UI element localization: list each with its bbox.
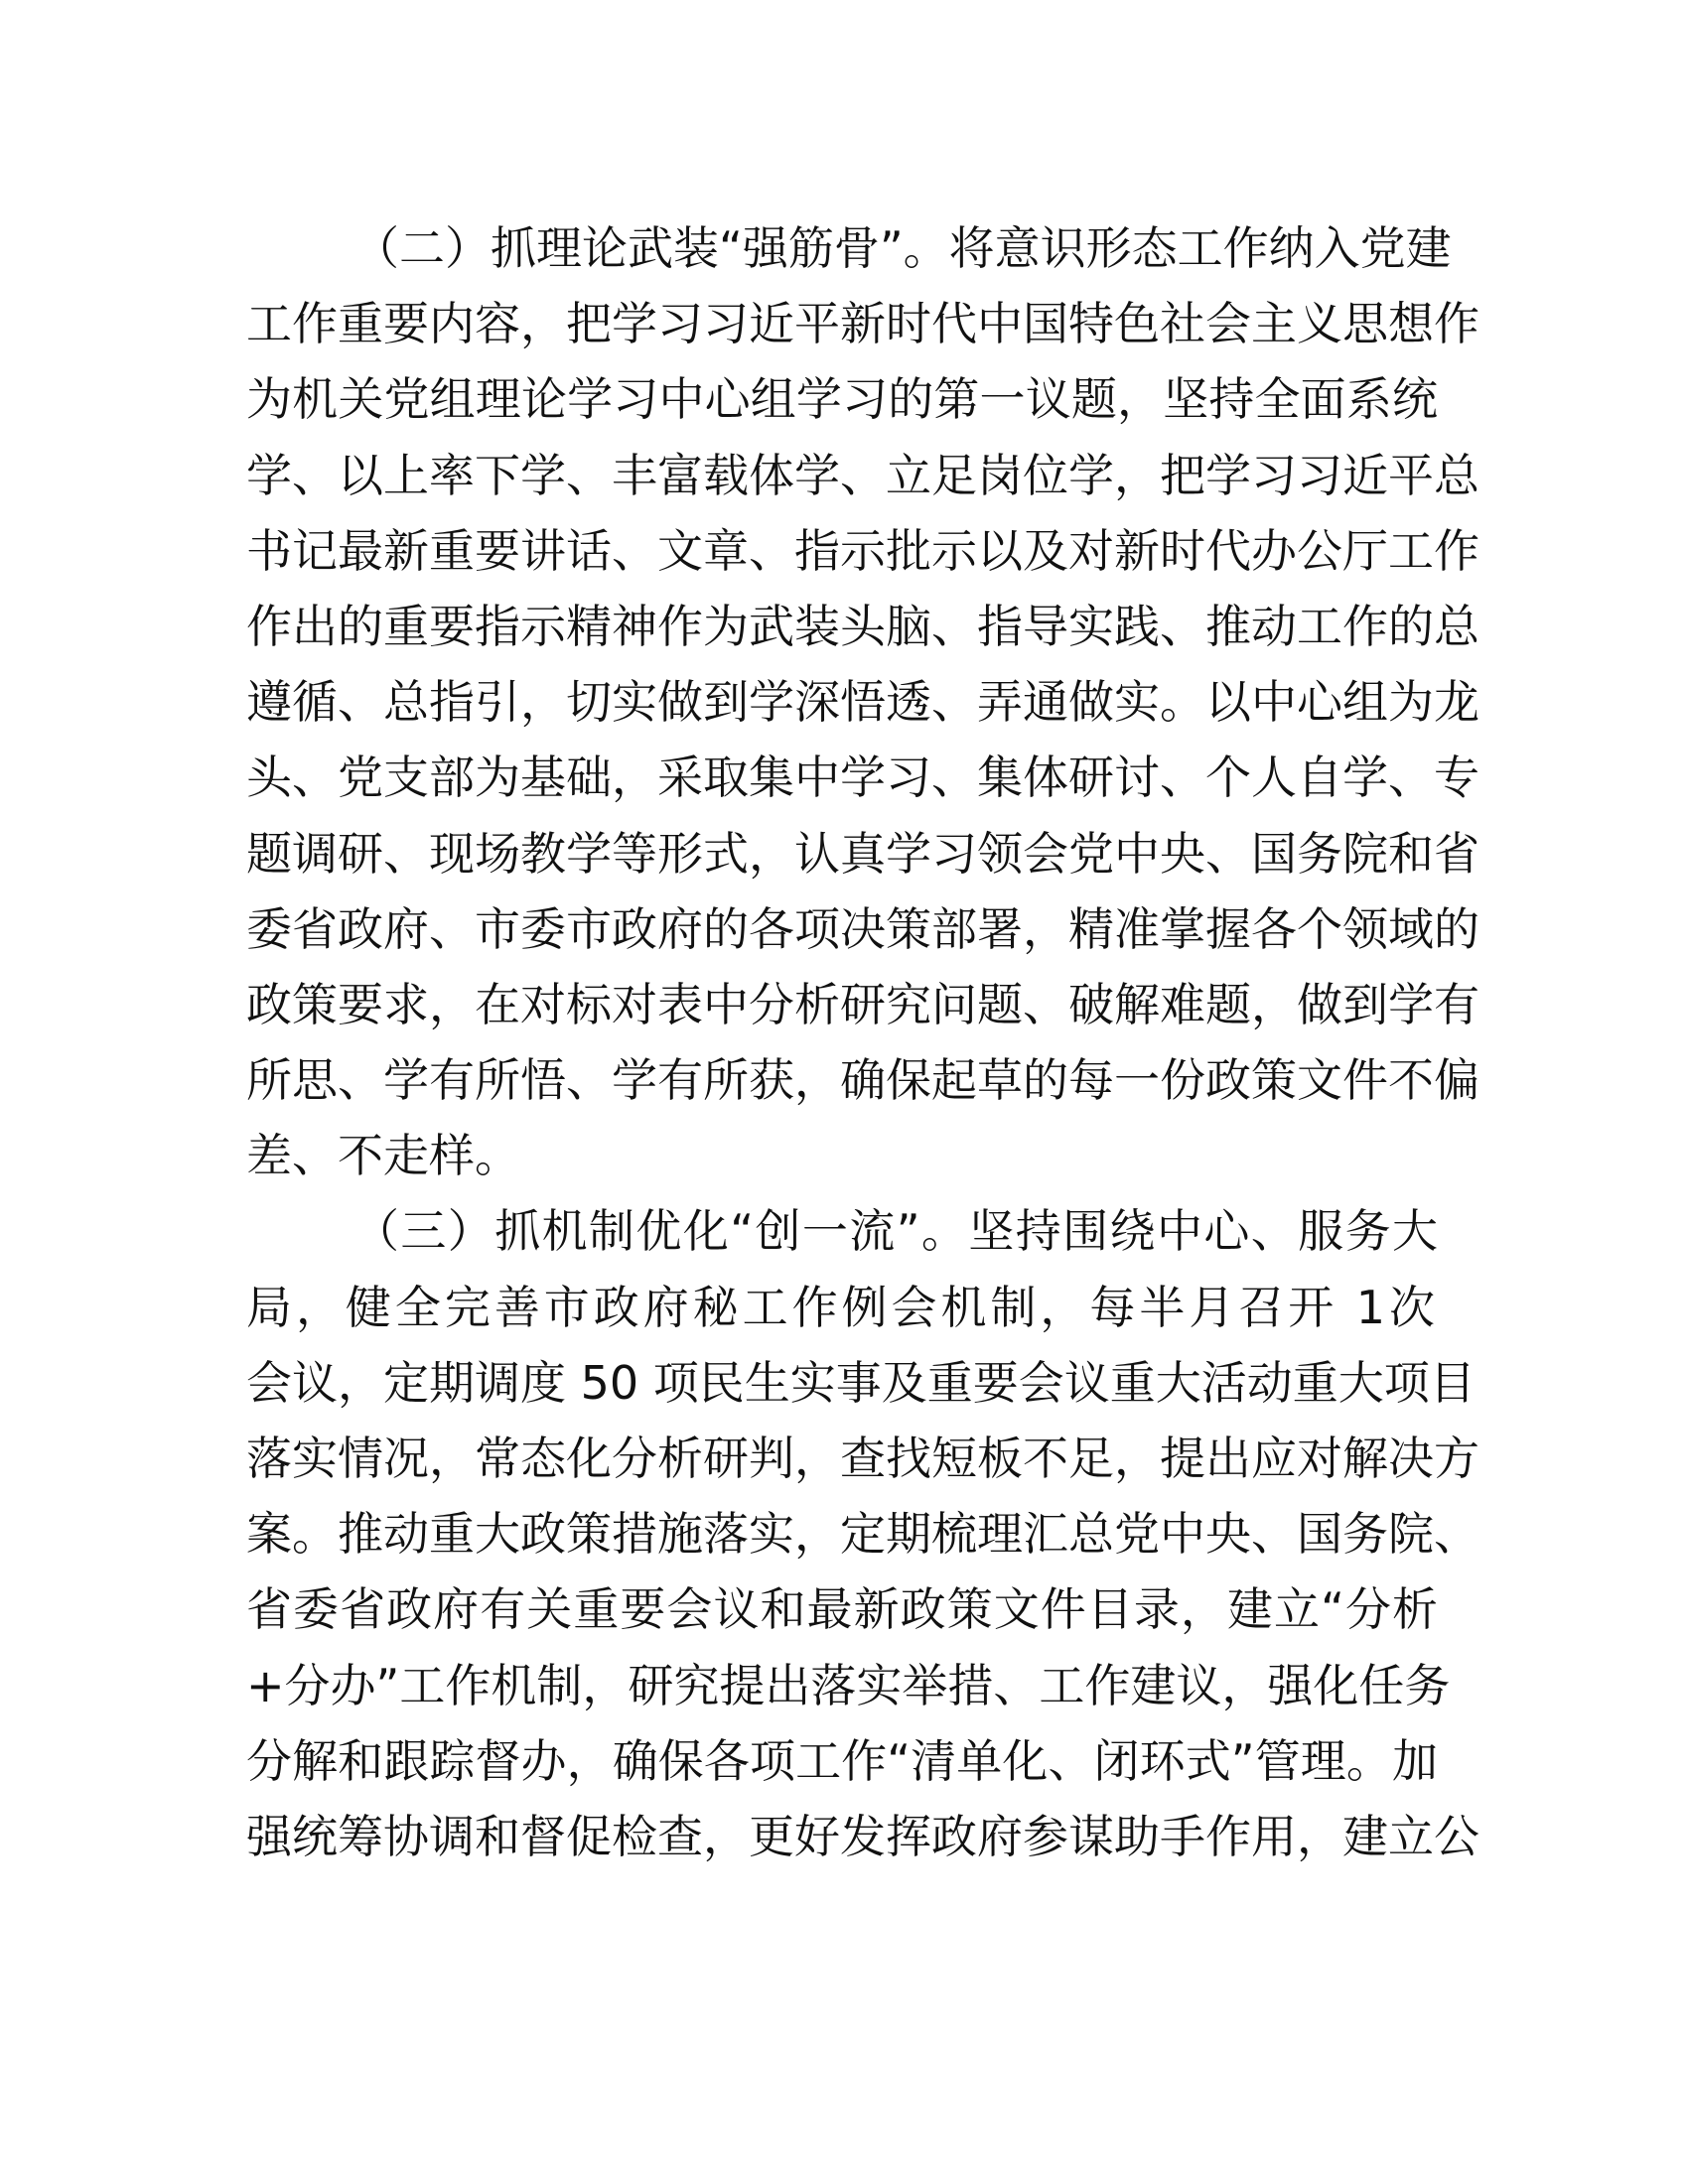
paragraph-line: 差、不走样。	[246, 1129, 520, 1183]
paragraph-line: （三）抓机制优化“创一流”。坚持围绕中心、服务大	[353, 1204, 1438, 1259]
paragraph-line: 强统筹协调和督促检查，更好发挥政府参谋助手作用，建立公	[246, 1809, 1479, 1863]
body-text	[246, 210, 1479, 1874]
paragraph-line: 遵循、总指引，切实做到学深悟透、弄通做实。以中心组为龙	[246, 675, 1479, 730]
paragraph-line: 省委省政府有关重要会议和最新政策文件目录，建立“分析	[246, 1582, 1438, 1637]
paragraph-line: 案。推动重大政策措施落实，定期梳理汇总党中央、国务院、	[246, 1507, 1479, 1562]
paragraph-line: 所思、学有所悟、学有所获，确保起草的每一份政策文件不偏	[246, 1053, 1479, 1108]
paragraph-line: 书记最新重要讲话、文章、指示批示以及对新时代办公厅工作	[246, 523, 1479, 578]
paragraph-line: （二）抓理论武装“强筋骨”。将意识形态工作纳入党建	[353, 221, 1452, 275]
paragraph-mechanism-optimization	[246, 1193, 1479, 1874]
paragraph-line: 政策要求，在对标对表中分析研究问题、破解难题，做到学有	[246, 977, 1479, 1031]
paragraph-line: 分解和跟踪督办，确保各项工作“清单化、闭环式”管理。加	[246, 1733, 1438, 1788]
paragraph-line: 学、以上率下学、丰富载体学、立足岗位学，把学习习近平总	[246, 448, 1479, 502]
paragraph-line: 会议，定期调度 50 项民生实事及重要会议重大活动重大项目	[246, 1355, 1476, 1410]
paragraph-line: 题调研、现场教学等形式，认真学习领会党中央、国务院和省	[246, 826, 1479, 881]
paragraph-line: 落实情况，常态化分析研判，查找短板不足，提出应对解决方	[246, 1432, 1479, 1485]
paragraph-line: 局，健全完善市政府秘工作例会机制，每半月召开 1次	[246, 1280, 1438, 1334]
paragraph-line: 为机关党组理论学习中心组学习的第一议题，坚持全面系统	[246, 372, 1438, 427]
paragraph-line: 委省政府、市委市政府的各项决策部署，精准掌握各个领域的	[246, 901, 1479, 956]
paragraph-line: 工作重要内容，把学习习近平新时代中国特色社会主义思想作	[246, 297, 1479, 351]
paragraph-theory-study	[246, 210, 1479, 1193]
paragraph-line: 头、党支部为基础，采取集中学习、集体研讨、个人自学、专	[246, 751, 1479, 805]
paragraph-line: +分办”工作机制，研究提出落实举措、工作建议，强化任务	[246, 1658, 1451, 1712]
paragraph-line: 作出的重要指示精神作为武装头脑、指导实践、推动工作的总	[246, 599, 1479, 653]
